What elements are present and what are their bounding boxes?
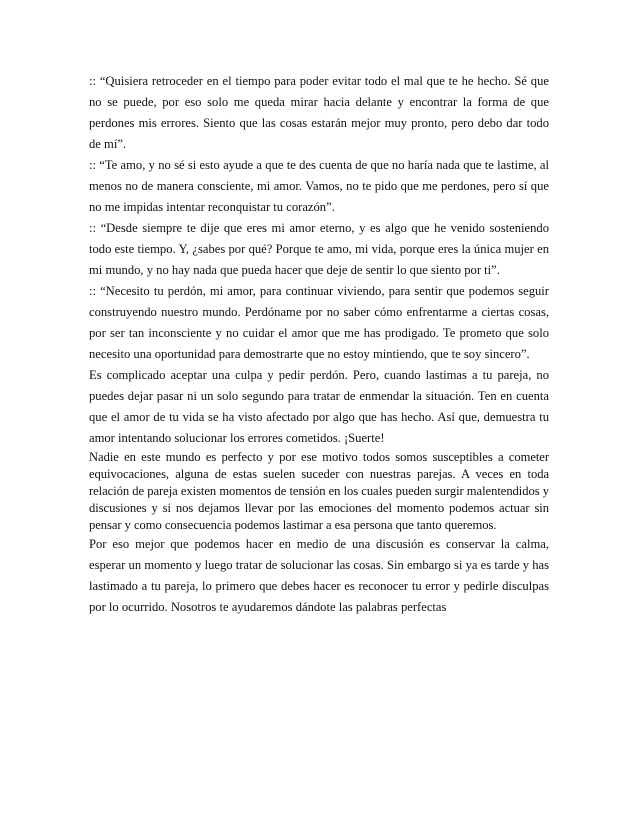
quote-paragraph-2: :: “Te amo, y no sé si esto ayude a que te des cuenta de que no haría nada que te lastime, al menos no de manera consciente, mi amor. Vamos, no te pido que me perdones, pero sí que no me impidas intentar reconquistar tu corazón”. [89, 158, 549, 214]
quote-paragraph-4: :: “Necesito tu perdón, mi amor, para continuar viviendo, para sentir que podemos seguir construyendo nuestro mundo. Perdóname por no saber cómo enfrentarme a ciertas cosas, por ser tan inconsciente y no cuidar el amor que me has prodigado. Te prometo que solo necesito una oportunidad para demostrarte que no estoy mintiendo, que te soy sincero”. [89, 284, 549, 361]
document-body [89, 71, 549, 618]
intro-paragraph-2: Por eso mejor que podemos hacer en medio de una discusión es conservar la calma, esperar un momento y luego tratar de solucionar las cosas. Sin embargo si ya es tarde y has lastimado a tu pareja, lo primero que debes hacer es reconocer tu error y pedirle disculpas por lo ocurrido. Nosotros te ayudaremos dándote las palabras perfectas [89, 537, 549, 614]
quote-paragraph-3: :: “Desde siempre te dije que eres mi amor eterno, y es algo que he venido sosteniendo todo este tiempo. Y, ¿sabes por qué? Porque te amo, mi vida, porque eres la única mujer en mi mundo, y no hay nada que pueda hacer que deje de sentir lo que siento por ti”. [89, 221, 549, 277]
intro-paragraph-1: Nadie en este mundo es perfecto y por ese motivo todos somos susceptibles a cometer equivocaciones, alguna de estas suelen suceder con nuestras parejas. A veces en toda relación de pareja existen momentos de tensión en los cuales pueden surgir malentendidos y discusiones y si nos dejamos llevar por las emociones del momento podemos actuar sin pensar y como consecuencia podemos lastimar a esa persona que tanto queremos. [89, 450, 549, 532]
quote-paragraph-1: :: “Quisiera retroceder en el tiempo para poder evitar todo el mal que te he hecho. Sé que no se puede, por eso solo me queda mirar hacia delante y encontrar la forma de que perdones mis errores. Siento que las cosas estarán mejor muy pronto, pero debo dar todo de mí”. [89, 74, 549, 151]
closing-paragraph: Es complicado aceptar una culpa y pedir perdón. Pero, cuando lastimas a tu pareja, no puedes dejar pasar ni un solo segundo para tratar de enmendar la situación. Ten en cuenta que el amor de tu vida se ha visto afectado por algo que has hecho. Así que, demuestra tu amor intentando solucionar los errores cometidos. ¡Suerte! [89, 368, 549, 445]
